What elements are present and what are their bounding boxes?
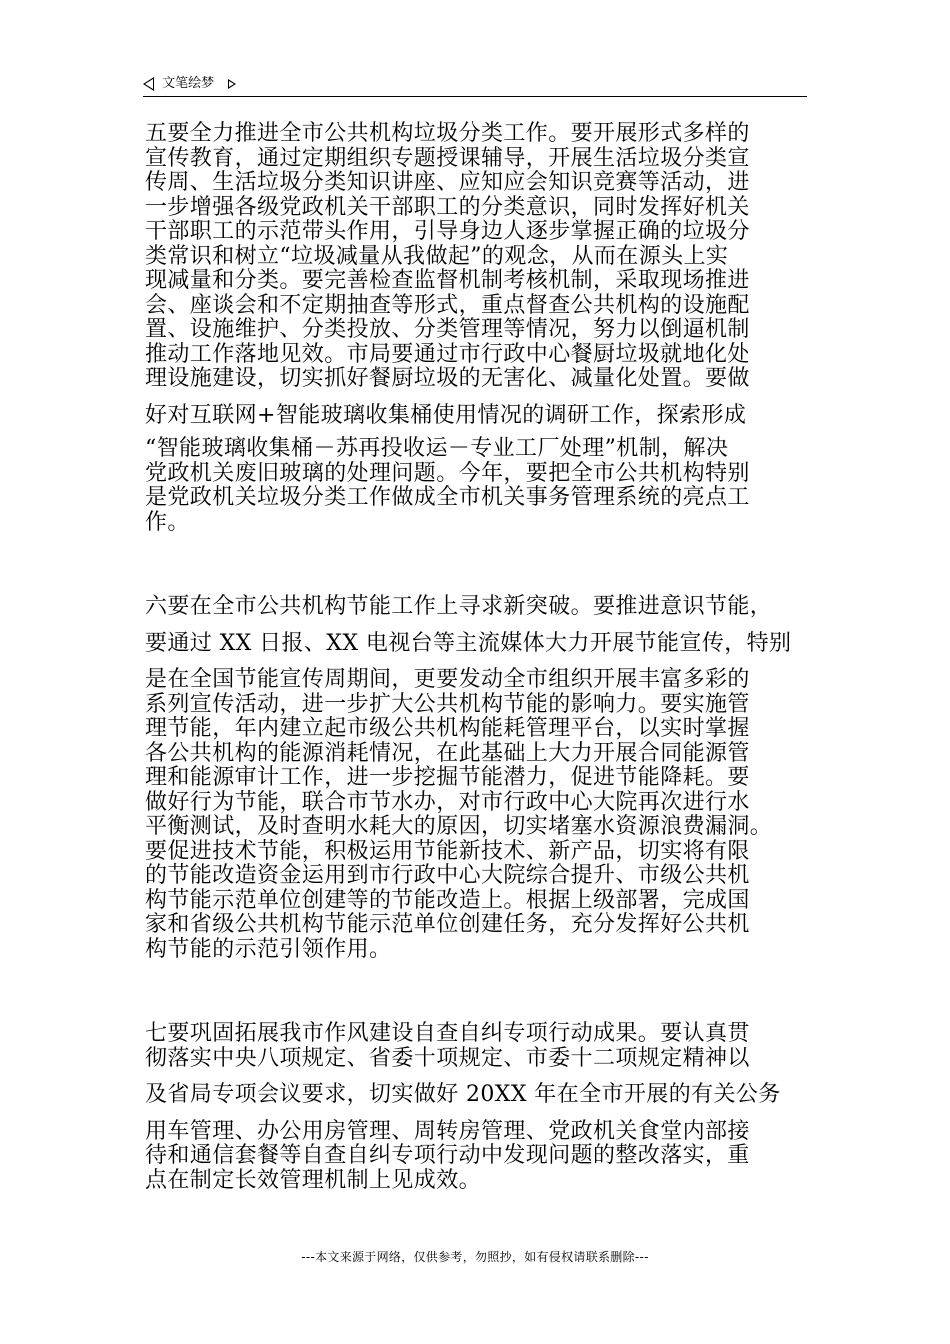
text-line: 五要全力推进全市公共机构垃圾分类工作。要开展形式多样的 xyxy=(145,121,750,146)
page-header xyxy=(143,72,807,97)
header-title: 文笔绘梦 xyxy=(162,76,215,91)
triangle-left-icon xyxy=(143,77,154,91)
text-line: 点在制定长效管理机制上见成效。 xyxy=(145,1167,482,1193)
text-line: 传周、生活垃圾分类知识讲座、应知应会知识竞赛等活动，进 xyxy=(145,170,750,195)
paragraph-seven xyxy=(145,1022,810,1193)
page-footer: ---本文来源于网络，仅供参考，勿照抄，如有侵权请联系删除--- xyxy=(301,1250,649,1264)
text-line: 是党政机关垃圾分类工作做成全市机关事务管理系统的亮点工 xyxy=(145,485,750,510)
text-line: 系列宣传活动，进一步扩大公共机构节能的影响力。要实施管 xyxy=(145,691,750,717)
text-line: 宣传教育，通过定期组织专题授课辅导，开展生活垃圾分类宣 xyxy=(145,145,750,171)
text-line: 干部职工的示范带头作用，引导身边人逐步掌握正确的垃圾分 xyxy=(145,219,750,244)
text-line: 理节能，年内建立起市级公共机构能耗管理平台，以实时掌握 xyxy=(145,716,750,741)
text-line: 会、座谈会和不定期抽查等形式，重点督查公共机构的设施配 xyxy=(145,292,750,318)
text-line: 好对互联网+智能玻璃收集桶使用情况的调研工作，探索形成 xyxy=(145,402,747,428)
text-line: 构节能的示范引领作用。 xyxy=(145,936,392,962)
text-line: 理和能源审计工作，进一步挖掘节能潜力，促进节能降耗。要 xyxy=(145,765,750,790)
text-line: 现减量和分类。要完善检查监督机制考核机制，采取现场推进 xyxy=(145,268,750,293)
text-line: 平衡测试，及时查明水耗大的原因，切实堵塞水资源浪费漏洞。 xyxy=(145,814,773,839)
text-line: 是在全国节能宣传周期间，更要发动全市组织开展丰富多彩的 xyxy=(145,667,750,692)
text-line: 各公共机构的能源消耗情况，在此基础上大力开展合同能源管 xyxy=(145,740,750,766)
text-line: 构节能示范单位创建等的节能改造上。根据上级部署，完成国 xyxy=(145,887,750,913)
text-line: 待和通信套餐等自查自纠专项行动中发现问题的整改落实，重 xyxy=(145,1143,750,1168)
text-line: 做好行为节能，联合市节水办，对市行政中心大院再次进行水 xyxy=(145,789,750,815)
text-line: 理设施建设，切实抓好餐厨垃圾的无害化、减量化处置。要做 xyxy=(145,366,750,391)
text-line: 彻落实中央八项规定、省委十项规定、市委十二项规定精神以 xyxy=(145,1045,750,1071)
text-line: 及省局专项会议要求，切实做好 20XX 年在全市开展的有关公务 xyxy=(145,1082,781,1107)
text-line: 家和省级公共机构节能示范单位创建任务，充分发挥好公共机 xyxy=(145,912,750,937)
text-line: 一步增强各级党政机关干部职工的分类意识，同时发挥好机关 xyxy=(145,194,750,220)
text-line: 用车管理、办公用房管理、周转房管理、党政机关食堂内部接 xyxy=(145,1118,750,1144)
text-line: 推动工作落地见效。市局要通过市行政中心餐厨垃圾就地化处 xyxy=(145,341,750,367)
text-line: 要促进技术节能，积极运用节能新技术、新产品，切实将有限 xyxy=(145,838,750,864)
paragraph-five xyxy=(145,122,810,535)
text-line: 七要巩固拓展我市作风建设自查自纠专项行动成果。要认真贯 xyxy=(145,1021,750,1046)
text-line: 类常识和树立“垃圾减量从我做起”的观念，从而在源头上实 xyxy=(145,243,729,269)
text-line: 要通过 XX 日报、XX 电视台等主流媒体大力开展节能宣传，特别 xyxy=(145,630,792,656)
text-line: “智能玻璃收集桶－苏再投收运－专业工厂处理”机制，解决 xyxy=(145,436,729,461)
text-line: 党政机关废旧玻璃的处理问题。今年，要把全市公共机构特别 xyxy=(145,460,750,486)
text-line: 置、设施维护、分类投放、分类管理等情况，努力以倒逼机制 xyxy=(145,317,750,342)
text-line: 六要在全市公共机构节能工作上寻求新突破。要推进意识节能， xyxy=(145,594,773,619)
text-line: 的节能改造资金运用到市行政中心大院综合提升、市级公共机 xyxy=(145,863,750,888)
document-body xyxy=(145,122,810,1193)
triangle-right-icon xyxy=(228,79,236,89)
text-line: 作。 xyxy=(145,509,190,535)
paragraph-six xyxy=(145,595,810,962)
